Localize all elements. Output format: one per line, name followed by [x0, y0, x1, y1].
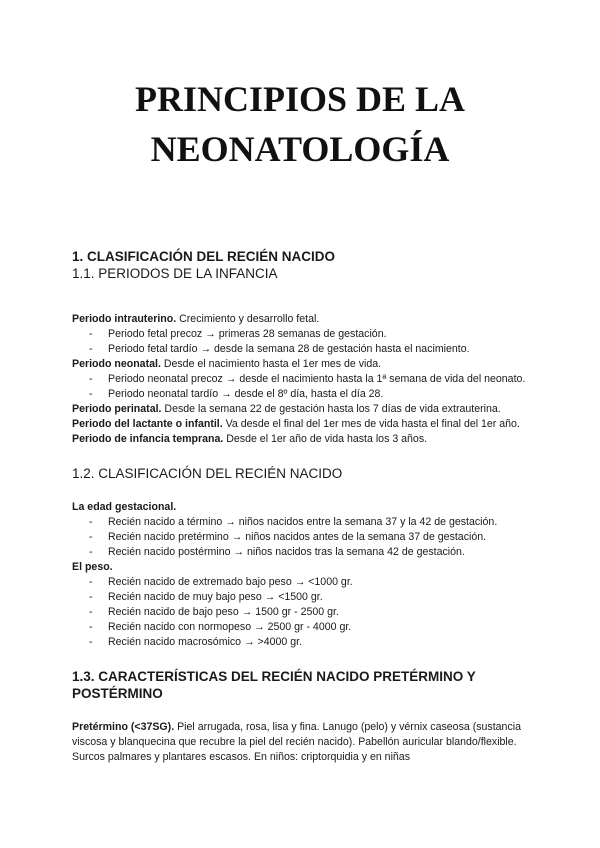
- list-item: - Recién nacido con normopeso → 2500 gr - 4000 gr.: [72, 620, 532, 635]
- paragraph-neonatal: Periodo neonatal. Desde el nacimiento hasta el 1er mes de vida.: [72, 358, 382, 370]
- document-title: [0, 74, 600, 174]
- section-1-3-heading: 1.3. CARACTERÍSTICAS DEL RECIÉN NACIDO PRETÉRMINO Y POSTÉRMINO: [72, 669, 476, 701]
- section-1-1-heading: 1.1. PERIODOS DE LA INFANCIA: [72, 266, 278, 281]
- term-label: Periodo intrauterino.: [72, 313, 177, 325]
- paragraph-lactante: Periodo del lactante o infantil. Va desde el final del 1er mes de vida hasta el final del 1er año.: [72, 418, 520, 430]
- term-label: Periodo del lactante o infantil.: [72, 418, 223, 430]
- section-1-heading: 1. CLASIFICACIÓN DEL RECIÉN NACIDO: [72, 249, 336, 264]
- term-label: Pretérmino (<37SG).: [72, 721, 175, 733]
- document-body: [72, 248, 532, 765]
- list-item: - Recién nacido postérmino → niños nacidos tras la semana 42 de gestación.: [72, 545, 532, 560]
- list-item: - Periodo neonatal tardío → desde el 8º día, hasta el día 28.: [72, 387, 532, 402]
- list-item: - Recién nacido a término → niños nacidos entre la semana 37 y la 42 de gestación.: [72, 515, 532, 530]
- title-line-1: PRINCIPIOS DE LA: [134, 79, 466, 119]
- term-label: Periodo perinatal.: [72, 403, 162, 415]
- section-1-2-heading: 1.2. CLASIFICACIÓN DEL RECIÉN NACIDO: [72, 466, 343, 481]
- paragraph-perinatal: Periodo perinatal. Desde la semana 22 de gestación hasta los 7 días de vida extrauterina.: [72, 403, 501, 415]
- group-label-peso: El peso.: [72, 561, 113, 573]
- list-item: - Recién nacido pretérmino → niños nacidos antes de la semana 37 de gestación.: [72, 530, 532, 545]
- list-item: - Periodo fetal tardío → desde la semana 28 de gestación hasta el nacimiento.: [72, 342, 532, 357]
- term-label: Periodo de infancia temprana.: [72, 433, 224, 445]
- paragraph-intrauterino: Periodo intrauterino. Crecimiento y desarrollo fetal.: [72, 313, 320, 325]
- list-item: - Recién nacido de extremado bajo peso → <1000 gr.: [72, 575, 532, 590]
- list-item: - Recién nacido de bajo peso → 1500 gr - 2500 gr.: [72, 605, 532, 620]
- list-item: - Recién nacido macrosómico → >4000 gr.: [72, 635, 532, 650]
- title-line-2: NEONATOLOGÍA: [150, 129, 450, 169]
- list-item: - Recién nacido de muy bajo peso → <1500 gr.: [72, 590, 532, 605]
- paragraph-pretermino: Pretérmino (<37SG). Piel arrugada, rosa, lisa y fina. Lanugo (pelo) y vérnix caseosa (sustancia viscosa y blanquecina que recubre la piel del recién nacido). Pabellón auricular blando/flexible. Surcos palmares y plantares escasos. En niños: criptorquidia y en niñas: [72, 721, 521, 763]
- paragraph-infancia-temprana: Periodo de infancia temprana. Desde el 1er año de vida hasta los 3 años.: [72, 433, 428, 445]
- list-item: - Periodo neonatal precoz → desde el nacimiento hasta la 1ª semana de vida del neonato.: [72, 372, 532, 387]
- group-label-edad: La edad gestacional.: [72, 501, 177, 513]
- list-item: - Periodo fetal precoz → primeras 28 semanas de gestación.: [72, 327, 532, 342]
- term-label: Periodo neonatal.: [72, 358, 161, 370]
